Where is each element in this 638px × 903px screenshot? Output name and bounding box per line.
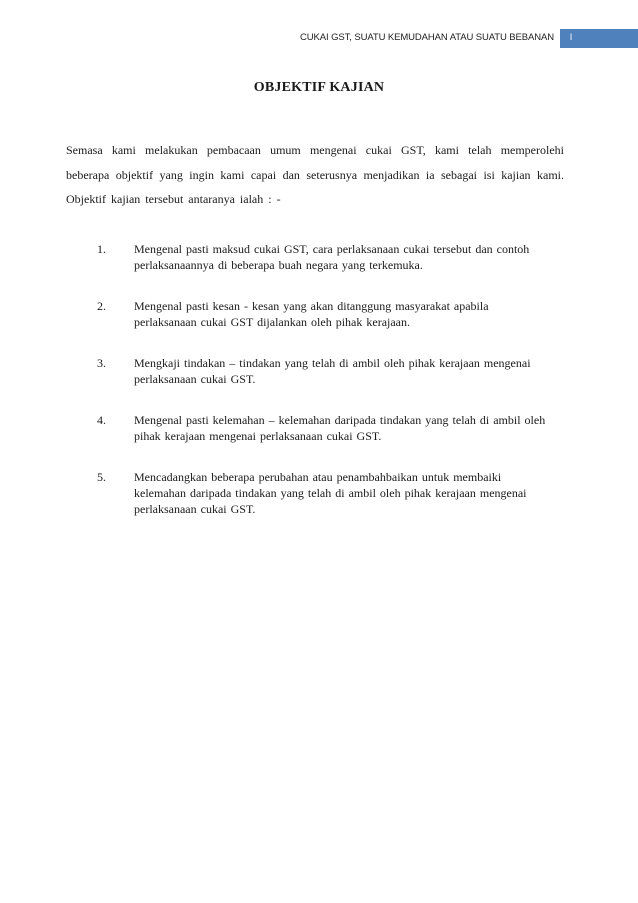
objective-item xyxy=(0,298,638,355)
page-number-badge xyxy=(560,29,638,48)
document-title: OBJEKTIF KAJIAN xyxy=(253,80,385,95)
objective-text: Mengkaji tindakan – tindakan yang telah di ambil oleh pihak kerajaan mengenai perlaksanaan cukai GST. xyxy=(134,356,531,386)
objective-number: 1. xyxy=(97,242,106,256)
objective-number: 4. xyxy=(97,413,106,427)
objectives-list xyxy=(0,241,638,539)
objective-number: 2. xyxy=(97,299,106,313)
objective-item xyxy=(0,412,638,469)
page-number: l xyxy=(570,32,573,43)
objective-text: Mencadangkan beberapa perubahan atau penambahbaikan untuk membaiki kelemahan daripada tindakan yang telah di ambil oleh pihak kerajaan mengenai perlaksanaan cukai GST. xyxy=(134,470,527,516)
objective-item xyxy=(0,355,638,412)
objective-item xyxy=(0,241,638,298)
objective-text: Mengenal pasti maksud cukai GST, cara perlaksanaan cukai tersebut dan contoh perlaksanaannya di beberapa buah negara yang terkemuka. xyxy=(134,242,530,272)
header-title: CUKAI GST, SUATU KEMUDAHAN ATAU SUATU BEBANAN xyxy=(300,32,554,43)
objective-text: Mengenal pasti kesan - kesan yang akan ditanggung masyarakat apabila perlaksanaan cukai GST dijalankan oleh pihak kerajaan. xyxy=(134,299,489,329)
page-header xyxy=(0,29,638,51)
objective-item xyxy=(0,469,638,539)
objective-number: 3. xyxy=(97,356,106,370)
objective-text: Mengenal pasti kelemahan – kelemahan daripada tindakan yang telah di ambil oleh pihak kerajaan mengenai perlaksanaan cukai GST. xyxy=(134,413,546,443)
objective-number: 5. xyxy=(97,470,106,484)
intro-paragraph: Semasa kami melakukan pembacaan umum mengenai cukai GST, kami telah memperolehi beberapa objektif yang ingin kami capai dan seterusnya menjadikan ia sebagai isi kajian kami. Objektif kajian tersebut antaranya ialah : - xyxy=(66,143,564,206)
